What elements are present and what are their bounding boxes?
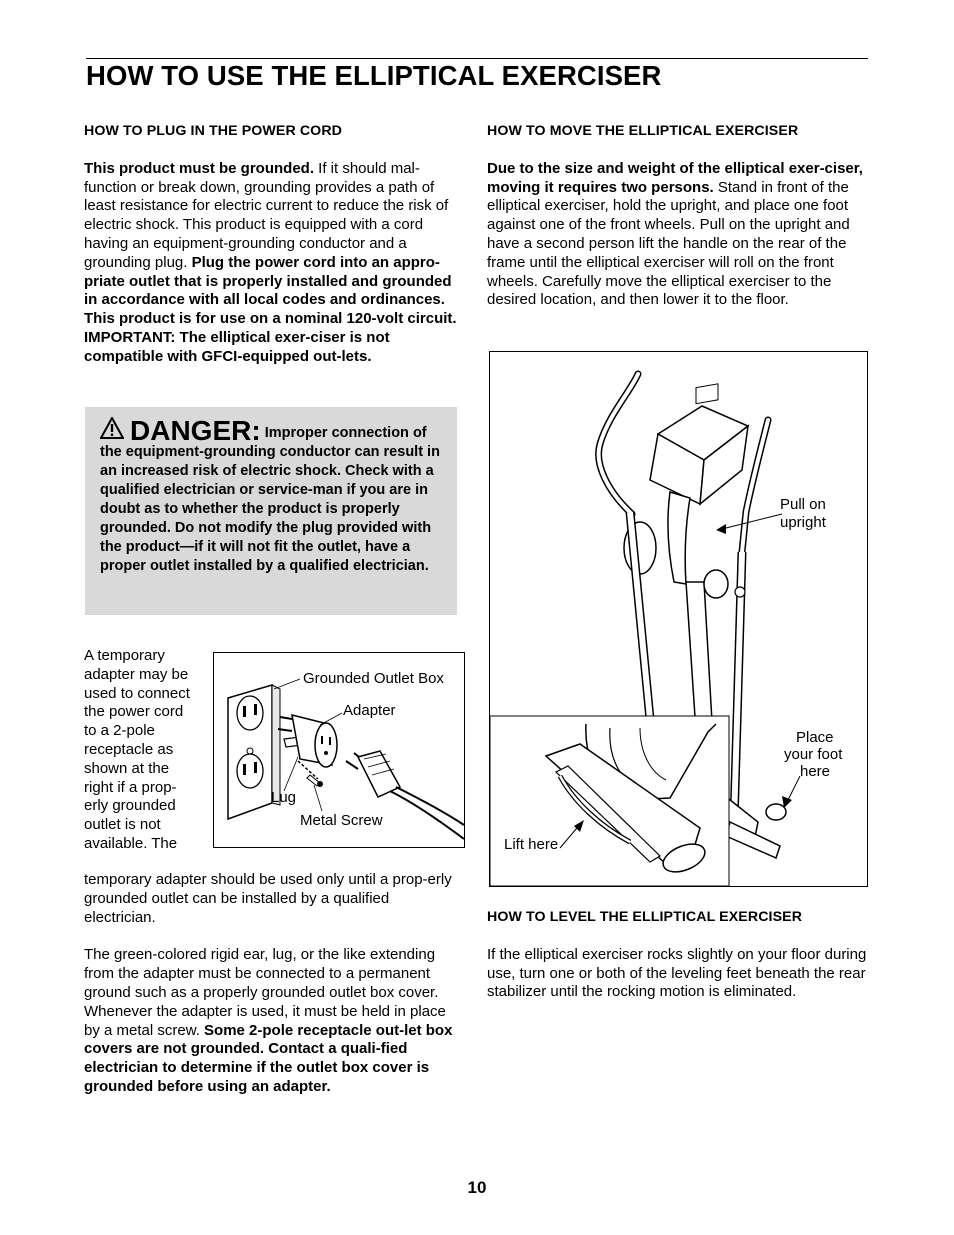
plug-heading: HOW TO PLUG IN THE POWER CORD <box>84 123 343 139</box>
adapter-paragraph <box>84 946 460 1096</box>
label-grounded-outlet-box: Grounded Outlet Box <box>303 670 444 687</box>
outlet-adapter-figure <box>213 652 465 848</box>
adapter-bold: Some 2-pole receptacle out-let box covers are not grounded. Contact a quali-fied electrician to determine if the outlet box cover is grounded before using an adapter. <box>84 1021 453 1095</box>
plug-bold-2: Plug the power cord into an appro-priate outlet that is properly installed and grounded in accordance with all local codes and ordinances. This product is for use on a nominal 120-volt circuit. IMPORTANT: The elliptical exer-ciser is not compatible with GFCI-equipped out-lets. <box>84 253 457 365</box>
label-lift-here: Lift here <box>504 836 559 853</box>
plug-text-1: If it should mal-function or break down, grounding provides a path of least resistance for electric current to reduce the risk of electric shock. This product is equipped with a cord having an equipment-grounding conductor and a grounding plug. <box>84 159 449 271</box>
page-number: 10 <box>467 1178 487 1197</box>
label-here: here <box>800 763 831 780</box>
label-metal-screw: Metal Screw <box>300 812 383 829</box>
danger-message: Improper connection of the equipment-grounding conductor can result in an increased risk of electric shock. Check with a qualified electrician or service-man if you are in doubt as to whether the product is properly grounded. Do not modify the plug provided with the product—if it will not fit the outlet, have a proper outlet installed by a qualified electrician. <box>100 425 440 574</box>
plug-bold-1: This product must be grounded. <box>84 159 314 177</box>
plug-paragraph <box>84 160 460 367</box>
plug-section <box>84 122 460 367</box>
label-your-foot: your foot <box>784 746 843 763</box>
adapter-continued-text: temporary adapter should be used only until a prop-erly grounded outlet can be installed by a qualified electrician. <box>84 871 452 926</box>
adapter-section <box>84 871 460 1097</box>
adapter-text: The green-colored rigid ear, lug, or the like extending from the adapter must be connected to a permanent ground such as a properly grounded outlet box cover. Whenever the adapter is used, it must be held in place by a metal screw. <box>84 946 446 1039</box>
warning-triangle-icon <box>100 417 124 439</box>
elliptical-illustration <box>490 352 867 886</box>
label-pull-on: Pull on <box>780 496 826 513</box>
danger-box <box>85 407 457 615</box>
level-section <box>487 908 869 1002</box>
level-heading: HOW TO LEVEL THE ELLIPTICAL EXERCISER <box>487 909 803 925</box>
danger-text-block <box>100 417 443 576</box>
label-adapter: Adapter <box>343 702 396 719</box>
move-text: Stand in front of the elliptical exerciser, hold the upright, and place one foot against one of the front wheels. Pull on the upright and have a second person lift the handle on the rear of the frame until the elliptical exerciser will roll on the front wheels. Carefully move the elliptical exerciser to the desired location, and then lower it to the floor. <box>487 178 850 309</box>
move-section <box>487 122 869 310</box>
label-upright: upright <box>780 514 826 531</box>
label-lug: Lug <box>271 789 297 806</box>
move-heading: HOW TO MOVE THE ELLIPTICAL EXERCISER <box>487 123 799 139</box>
move-paragraph <box>487 160 869 310</box>
elliptical-figure <box>489 351 868 887</box>
level-text: If the elliptical exerciser rocks slightly on your floor during use, turn one or both of the leveling feet beneath the rear stabilizer until the rocking motion is eliminated. <box>487 945 867 1001</box>
move-bold: Due to the size and weight of the elliptical exer-ciser, moving it requires two persons. <box>487 159 863 196</box>
danger-word: DANGER: <box>130 415 261 446</box>
page-title: HOW TO USE THE ELLIPTICAL EXERCISER <box>86 60 662 91</box>
adapter-side-text: A temporary adapter may be used to connect the power cord to a 2-pole receptacle as shown at the right if a prop-erly grounded outlet is not available. The <box>84 647 190 852</box>
title-rule <box>86 58 868 59</box>
label-place: Place <box>796 729 834 746</box>
